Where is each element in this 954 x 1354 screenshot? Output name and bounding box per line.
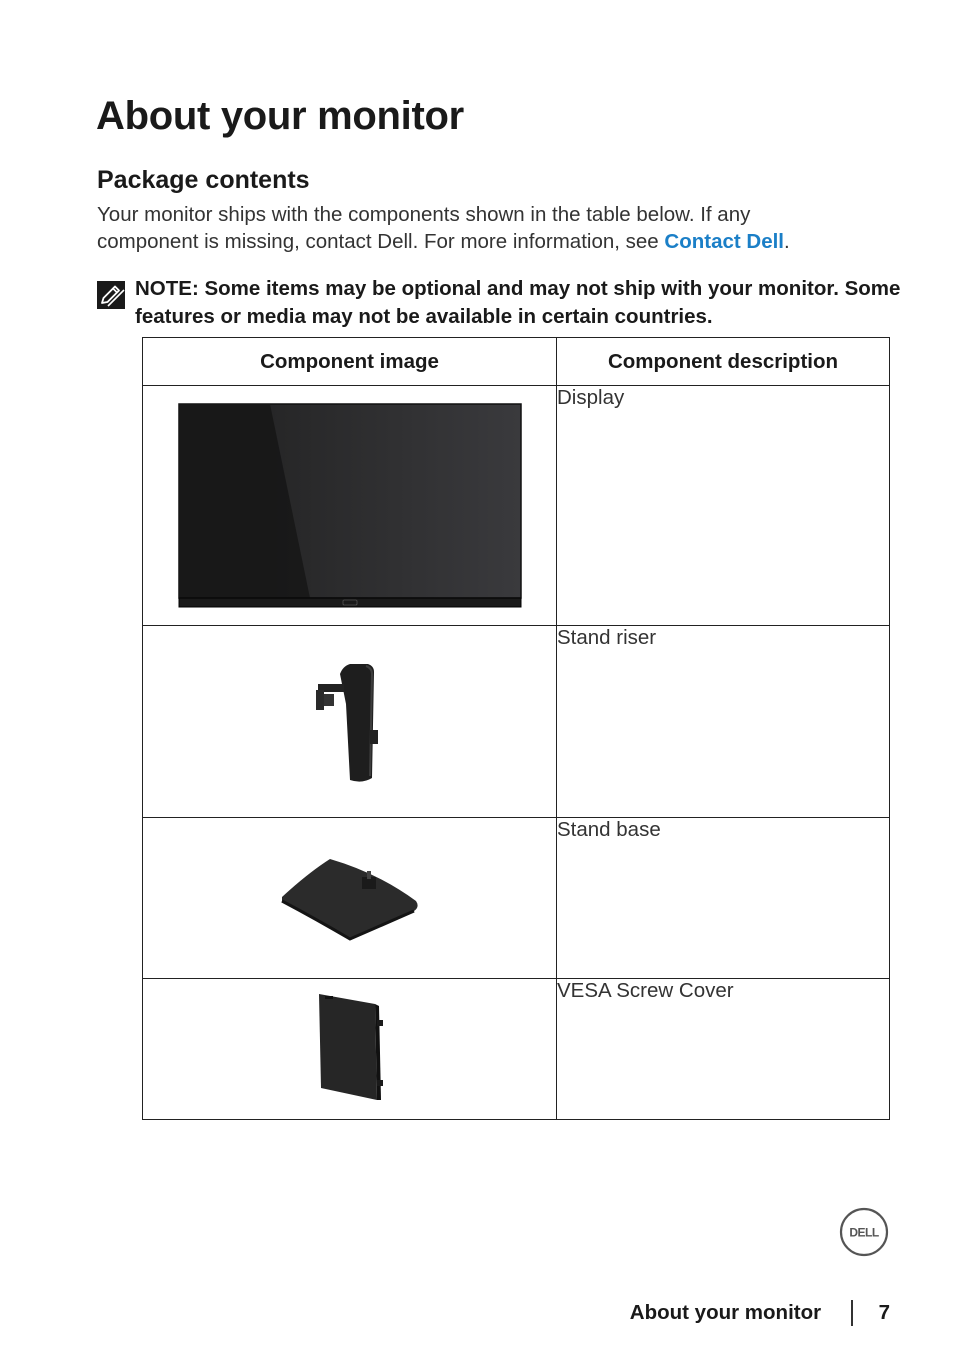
table-row (143, 818, 890, 979)
page-title: About your monitor (96, 94, 464, 138)
table-row (143, 979, 890, 1120)
svg-text:DELL: DELL (849, 1225, 879, 1240)
component-description: Stand base (557, 818, 890, 979)
page-number: 7 (878, 1301, 890, 1324)
component-image-cell (143, 386, 557, 626)
component-description: Stand riser (557, 626, 890, 818)
contact-dell-link[interactable]: Contact Dell (664, 230, 785, 253)
page-footer (630, 1300, 890, 1326)
footer-section-title: About your monitor (629, 1301, 822, 1324)
dell-logo (839, 1207, 889, 1257)
intro-paragraph (97, 201, 857, 255)
component-description: VESA Screw Cover (557, 979, 890, 1120)
component-table (142, 337, 890, 1120)
header-component-description: Component description (557, 338, 890, 386)
intro-trailing-period: . (784, 230, 790, 253)
intro-text: Your monitor ships with the components shown in the table below. If any component is missing, contact Dell. For more information, see (97, 203, 751, 253)
stand-base-image (278, 855, 422, 941)
vesa-screw-cover-image (315, 992, 385, 1106)
stand-riser-image (310, 660, 390, 784)
table-row (143, 386, 890, 626)
component-image-cell (143, 818, 557, 979)
component-image-cell (143, 626, 557, 818)
table-header-row (143, 338, 890, 386)
footer-divider (851, 1300, 853, 1326)
note-text: NOTE: Some items may be optional and may not ship with your monitor. Some features or media may not be available in certain countries. (135, 277, 901, 328)
table-row (143, 626, 890, 818)
component-image-cell (143, 979, 557, 1120)
component-description: Display (557, 386, 890, 626)
display-image (178, 403, 522, 609)
section-title: Package contents (97, 166, 310, 194)
header-component-image: Component image (143, 338, 557, 386)
pencil-note-icon (97, 281, 125, 309)
